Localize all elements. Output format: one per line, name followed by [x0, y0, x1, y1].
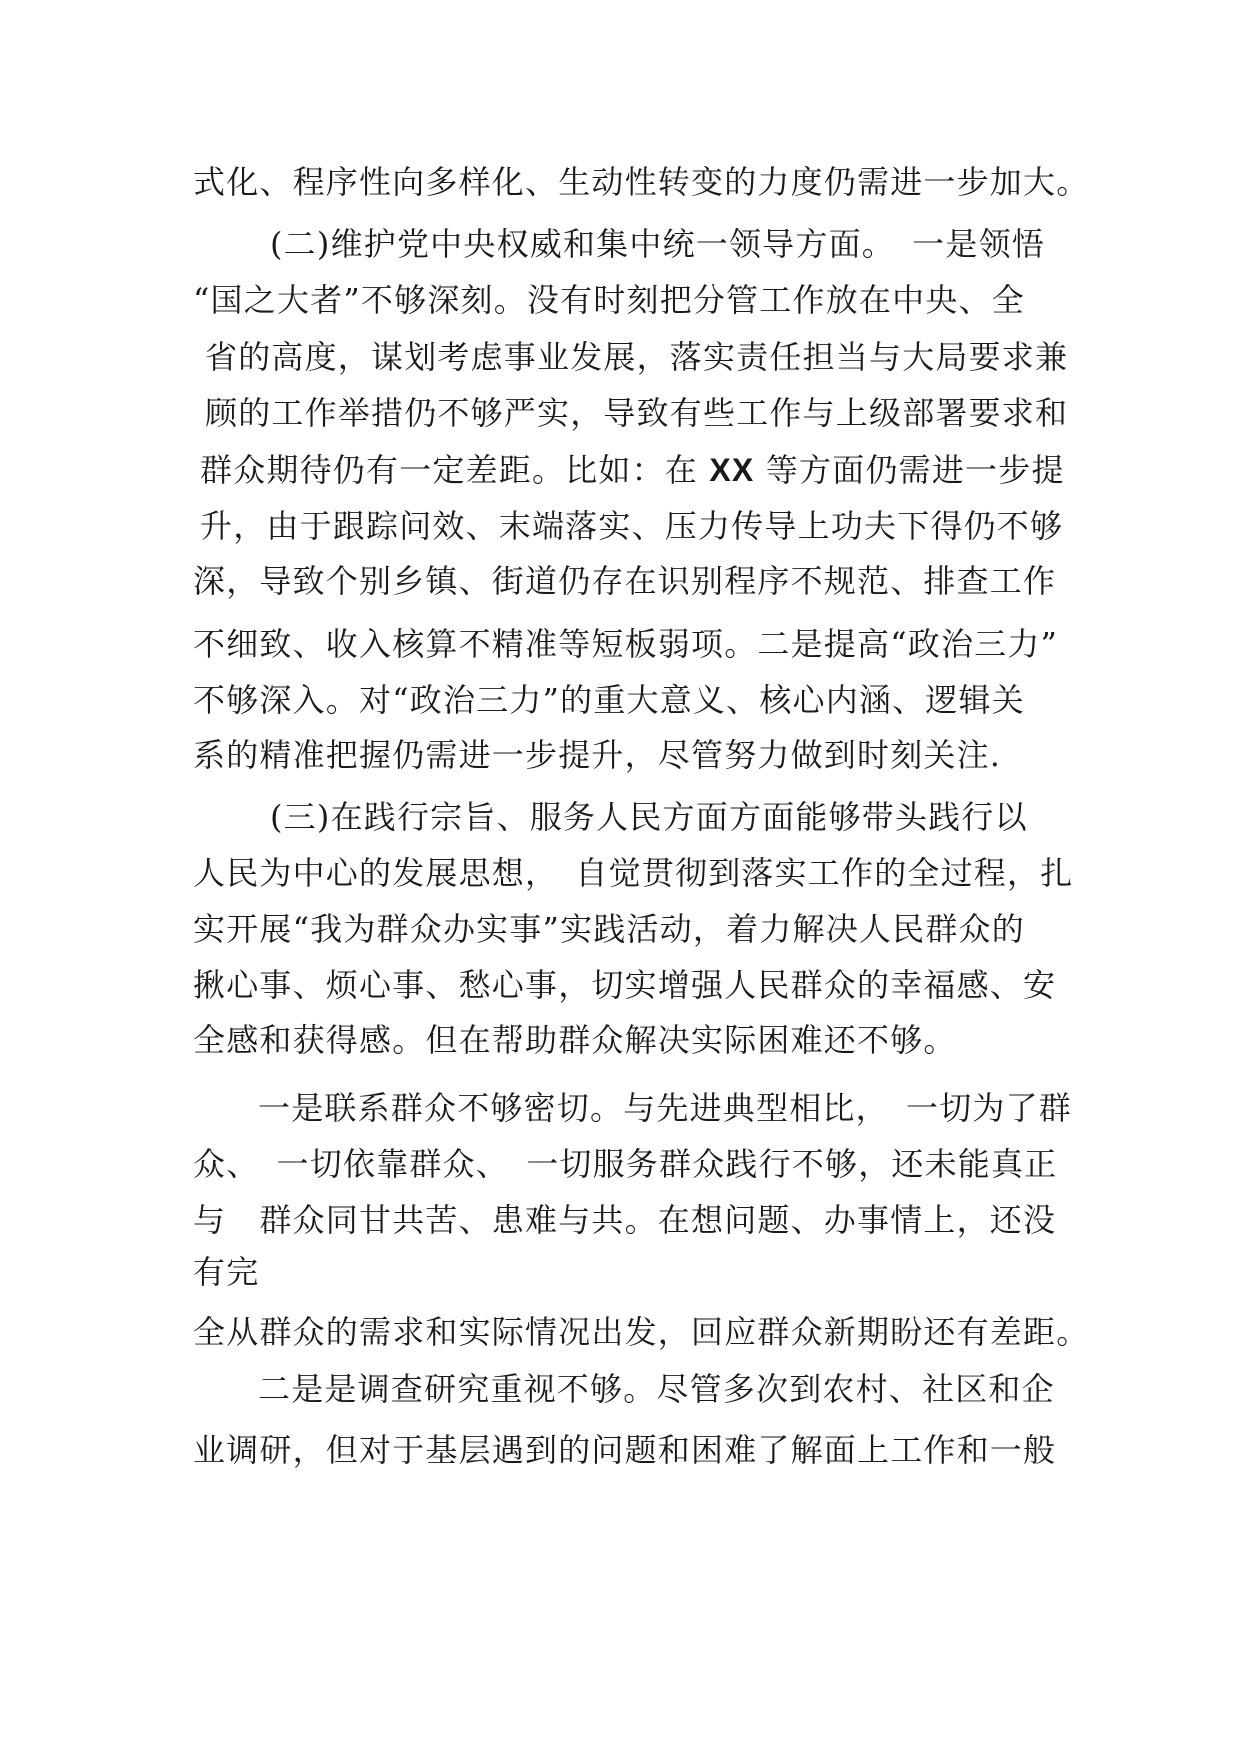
text-line-10: 不够深入。对“政治三力”的重大意义、核心内涵、逻辑关	[193, 681, 1025, 719]
text-line-19: 与 群众同甘共苦、患难与共。在想问题、办事情上，还没	[193, 1201, 1057, 1239]
text-line-12: (三)在践行宗旨、服务人民方面方面能够带头践行以	[270, 798, 1028, 836]
text-line-18: 众、 一切依靠群众、 一切服务群众践行不够，还未能真正	[193, 1145, 1058, 1183]
text-line-15: 揪心事、烦心事、愁心事，切实增强人民群众的幸福感、安	[193, 966, 1057, 1004]
text-line-22: 二是是调查研究重视不够。尽管多次到农村、社区和企	[258, 1370, 1055, 1408]
text-line-5: 顾的工作举措仍不够严实，导致有些工作与上级部署要求和	[205, 394, 1069, 432]
text-line-16: 全感和获得感。但在帮助群众解决实际困难还不够。	[193, 1021, 957, 1059]
text-line-6-end: 等方面仍需进一步提	[765, 451, 1065, 489]
text-line-1: 式化、程序性向多样化、生动性转变的力度仍需进一步加大。	[193, 163, 1090, 201]
text-line-20: 有完	[193, 1253, 260, 1291]
text-line-9: 不细致、收入核算不精准等短板弱项。二是提高“政治三力”	[193, 625, 1059, 663]
text-line-11: 系的精准把握仍需进一步提升，尽管努力做到时刻关注.	[193, 736, 1002, 774]
text-line-8: 深，导致个别乡镇、街道仍存在识别程序不规范、排查工作	[193, 562, 1057, 600]
placeholder-xx: XX	[709, 452, 755, 488]
text-line-7: 升，由于跟踪问效、末端落实、压力传导上功夫下得仍不够	[200, 507, 1064, 545]
text-line-13: 人民为中心的发展思想， 自觉贯彻到落实工作的全过程，扎	[193, 854, 1074, 892]
text-line-23: 业调研，但对于基层遇到的问题和困难了解面上工作和一般	[193, 1431, 1057, 1469]
text-line-14: 实开展“我为群众办实事”实践活动，着力解决人民群众的	[193, 910, 1025, 948]
text-line-17: 一是联系群众不够密切。与先进典型相比， 一切为了群	[258, 1089, 1073, 1127]
text-line-3: “国之大者”不够深刻。没有时刻把分管工作放在中央、全	[193, 281, 1025, 319]
text-line-4: 省的高度，谋划考虑事业发展，落实责任担当与大局要求兼	[205, 338, 1069, 376]
text-line-6-start: 群众期待仍有一定差距。比如：在	[200, 451, 699, 489]
text-line-21: 全从群众的需求和实际情况出发，回应群众新期盼还有差距。	[193, 1313, 1090, 1351]
text-line-2: (二)维护党中央权威和集中统一领导方面。 一是领悟	[270, 225, 1045, 263]
text-line-6	[200, 450, 1065, 490]
